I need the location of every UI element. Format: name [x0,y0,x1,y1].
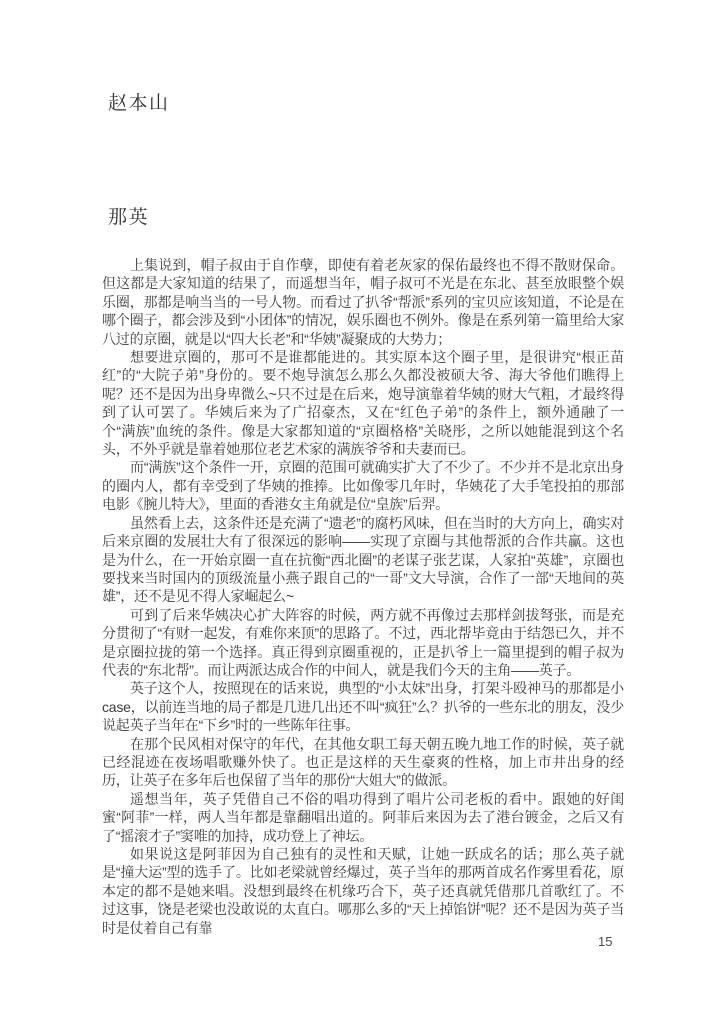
article-body [102,256,624,937]
page-number: 15 [598,934,613,949]
heading-zhao-benshan: 赵本山 [108,93,170,114]
body-paragraph: 想要进京圈的，那可不是谁都能进的。其实原本这个圈子里，是很讲究“根正苗红”的“大院子弟”身份的。要不炮导演怎么那么久都没被硕大爷、海大爷他们瞧得上呢？还不是因为出身卑微么~只不过是在后来，炮导演靠着华姨的财大气粗，才最终得到了认可罢了。华姨后来为了广招豪杰，又在“红色子弟”的条件上，额外通融了一个“满族”血统的条件。像是大家都知道的“京圈格格”关晓彤，之所以她能混到这个名头，不外乎就是靠着她那位老艺术家的满族爷爷和夫妻而已。 [102,349,624,458]
body-paragraph: 可到了后来华姨决心扩大阵容的时候，两方就不再像过去那样剑拔弩张，而是充分贯彻了“有财一起发，有难你来顶”的思路了。不过，西北帮毕竟由于结怨已久，并不是京圈拉拢的第一个选择。真正得到京圈重视的，正是扒爷上一篇里提到的帽子叔为代表的“东北帮”。而让两派达成合作的中间人，就是我们今天的主角——英子。 [102,606,624,678]
heading-na-ying: 那英 [108,207,150,228]
body-paragraph: 而“满族”这个条件一开，京圈的范围可就确实扩大了不少了。不少并不是北京出身的圈内人，都有幸受到了华姨的推捧。比如像零几年时，华姨花了大手笔投拍的那部电影《腕儿特大》，里面的香港女主角就是位“皇族”后羿。 [102,459,624,513]
body-paragraph: 虽然看上去，这条件还是充满了“遗老”的腐朽风味，但在当时的大方向上，确实对后来京圈的发展壮大有了很深远的影响——实现了京圈与其他帮派的合作共赢。这也是为什么，在一开始京圈一直在抗衡“西北圈”的老谋子张艺谋，人家拍“英雄”，京圈也要找来当时国内的顶级流量小燕子跟自己的“一哥”文大导演，合作了一部“天地间的英雄”，还不是见不得人家崛起么~ [102,514,624,605]
body-paragraph: 如果说这是阿菲因为自己独有的灵性和天赋，让她一跃成名的话；那么英子就是“撞大运”型的选手了。比如老梁就曾经爆过，英子当年的那两首成名作雾里看花，原本定的都不是她来唱。没想到最终在机缘巧合下，英子还真就凭借那几首歌红了。不过这事，饶是老梁也没敢说的太直白。哪那么多的“天上掉馅饼”呢？还不是因为英子当时是仗着自己有靠 [102,846,624,936]
body-paragraph: 在那个民风相对保守的年代，在其他女职工每天朝五晚九地工作的时候，英子就已经混迹在夜场唱歌赚外快了。也正是这样的天生豪爽的性格，加上市井出身的经历，让英子在多年后也保留了当年的那份“大姐大”的做派。 [102,735,624,789]
body-paragraph: 英子这个人，按照现在的话来说，典型的“小太妹”出身，打架斗殴神马的那都是小case，以前连当地的局子都是几进几出还不叫“疯狂”么？扒爷的一些东北的朋友，没少说起英子当年在“下乡”时的一些陈年往事。 [102,680,624,734]
body-paragraph: 上集说到，帽子叔由于自作孽，即使有着老灰家的保佑最终也不得不散财保命。但这都是大家知道的结果了，而遥想当年，帽子叔可不光是在东北、甚至放眼整个娱乐圈，那都是响当当的一号人物。而看过了扒爷“帮派”系列的宝贝应该知道，不论是在哪个圈子，都会涉及到“小团体”的情况，娱乐圈也不例外。像是在系列第一篇里给大家八过的京圈，就是以“四大长老”和“华姨”凝聚成的大势力； [102,257,624,347]
body-paragraph: 遥想当年，英子凭借自己不俗的唱功得到了唱片公司老板的看中。跟她的好闺蜜“阿菲”一样，两人当年都是靠翻唱出道的。阿菲后来因为去了港台镀金，之后又有了“摇滚才子”窦唯的加持，成功登上了神坛。 [102,790,624,844]
